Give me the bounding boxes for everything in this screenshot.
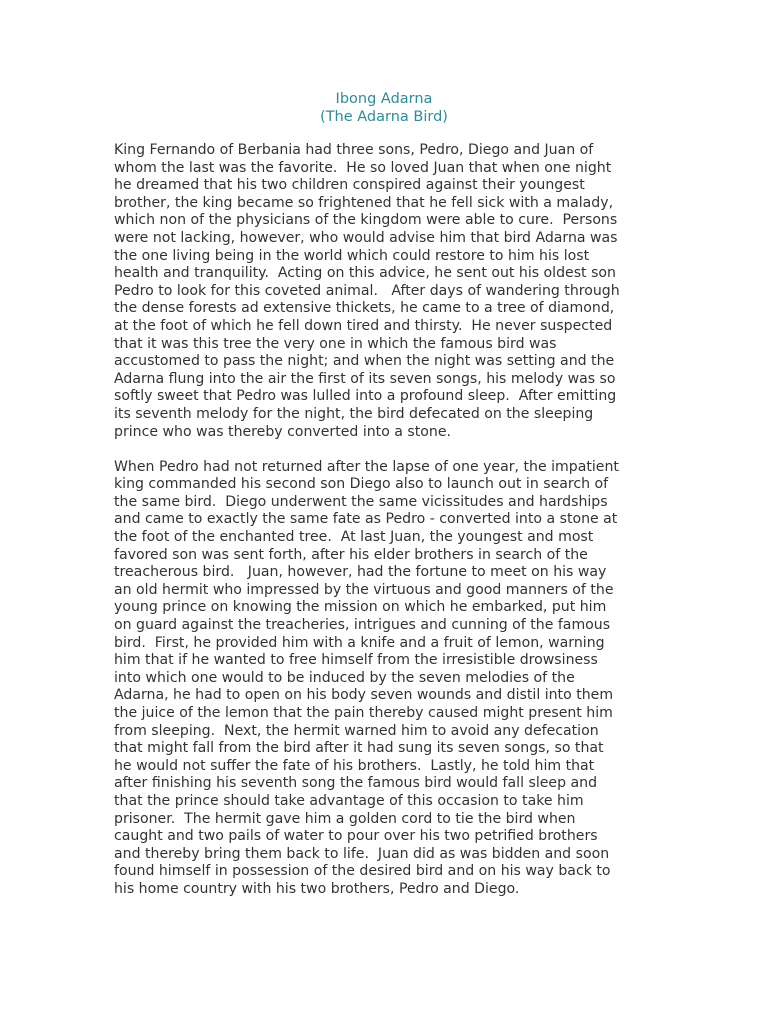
text-line: softly sweet that Pedro was lulled into a profound sleep. After emitting <box>114 388 617 405</box>
text-line: and came to exactly the same fate as Pedro - converted into a stone at <box>114 511 618 528</box>
document-title-block <box>0 90 768 126</box>
text-line: the one living being in the world which could restore to him his lost <box>114 247 590 264</box>
text-line: whom the last was the favorite. He so loved Juan that when one night <box>114 159 612 176</box>
text-line: health and tranquility. Acting on this advice, he sent out his oldest son <box>114 265 616 282</box>
text-line: King Fernando of Berbania had three sons, Pedro, Diego and Juan of <box>114 142 594 158</box>
paragraph-2 <box>114 459 674 899</box>
text-line: the dense forests ad extensive thickets, he came to a tree of diamond, <box>114 300 615 317</box>
text-line: prisoner. The hermit gave him a golden cord to tie the bird when <box>114 810 576 827</box>
document-body <box>114 142 674 899</box>
text-line: When Pedro had not returned after the lapse of one year, the impatient <box>114 458 619 475</box>
text-line: prince who was thereby converted into a stone. <box>114 423 451 440</box>
text-line: on guard against the treacheries, intrigues and cunning of the famous <box>114 617 611 634</box>
text-line: he would not suffer the fate of his brothers. Lastly, he told him that <box>114 757 595 774</box>
text-line: Adarna flung into the air the first of its seven songs, his melody was so <box>114 370 616 387</box>
paragraph-gap <box>114 441 674 459</box>
text-line: the juice of the lemon that the pain thereby caused might present him <box>114 705 613 721</box>
text-line: the same bird. Diego underwent the same vicissitudes and hardships <box>114 493 608 510</box>
document-title: Ibong Adarna <box>335 91 433 107</box>
text-line: an old hermit who impressed by the virtuous and good manners of the <box>114 581 614 598</box>
text-line: that the prince should take advantage of this occasion to take him <box>114 792 584 809</box>
text-line: caught and two pails of water to pour over his two petrified brothers <box>114 828 598 845</box>
text-line: its seventh melody for the night, the bird defecated on the sleeping <box>114 405 594 422</box>
text-line: Pedro to look for this coveted animal. After days of wandering through <box>114 282 620 299</box>
text-line: him that if he wanted to free himself from the irresistible drowsiness <box>114 652 598 669</box>
text-line: bird. First, he provided him with a knife and a fruit of lemon, warning <box>114 634 605 651</box>
text-line: and thereby bring them back to life. Juan did as was bidden and soon <box>114 845 610 862</box>
text-line: he dreamed that his two children conspired against their youngest <box>114 177 585 194</box>
text-line: which non of the physicians of the kingdom were able to cure. Persons <box>114 212 618 229</box>
text-line: at the foot of which he fell down tired and thirsty. He never suspected <box>114 317 613 334</box>
text-line: that it was this tree the very one in which the famous bird was <box>114 335 557 352</box>
document-subtitle: (The Adarna Bird) <box>320 109 448 125</box>
text-line: king commanded his second son Diego also to launch out in search of <box>114 476 609 493</box>
text-line: that might fall from the bird after it had sung its seven songs, so that <box>114 740 604 757</box>
text-line: Adarna, he had to open on his body seven wounds and distil into them <box>114 687 614 704</box>
text-line: after finishing his seventh song the famous bird would fall sleep and <box>114 775 598 792</box>
text-line: treacherous bird. Juan, however, had the fortune to meet on his way <box>114 564 607 581</box>
text-line: favored son was sent forth, after his elder brothers in search of the <box>114 546 588 563</box>
text-line: found himself in possession of the desired bird and on his way back to <box>114 863 611 880</box>
text-line: the foot of the enchanted tree. At last Juan, the youngest and most <box>114 529 594 546</box>
text-line: his home country with his two brothers, Pedro and Diego. <box>114 880 520 897</box>
text-line: from sleeping. Next, the hermit warned him to avoid any defecation <box>114 722 599 739</box>
text-line: brother, the king became so frightened that he fell sick with a malady, <box>114 194 614 211</box>
text-line: were not lacking, however, who would advise him that bird Adarna was <box>114 229 618 246</box>
paragraph-1 <box>114 142 674 441</box>
text-line: into which one would to be induced by the seven melodies of the <box>114 669 575 686</box>
text-line: accustomed to pass the night; and when the night was setting and the <box>114 353 615 370</box>
text-line: young prince on knowing the mission on which he embarked, put him <box>114 599 607 616</box>
